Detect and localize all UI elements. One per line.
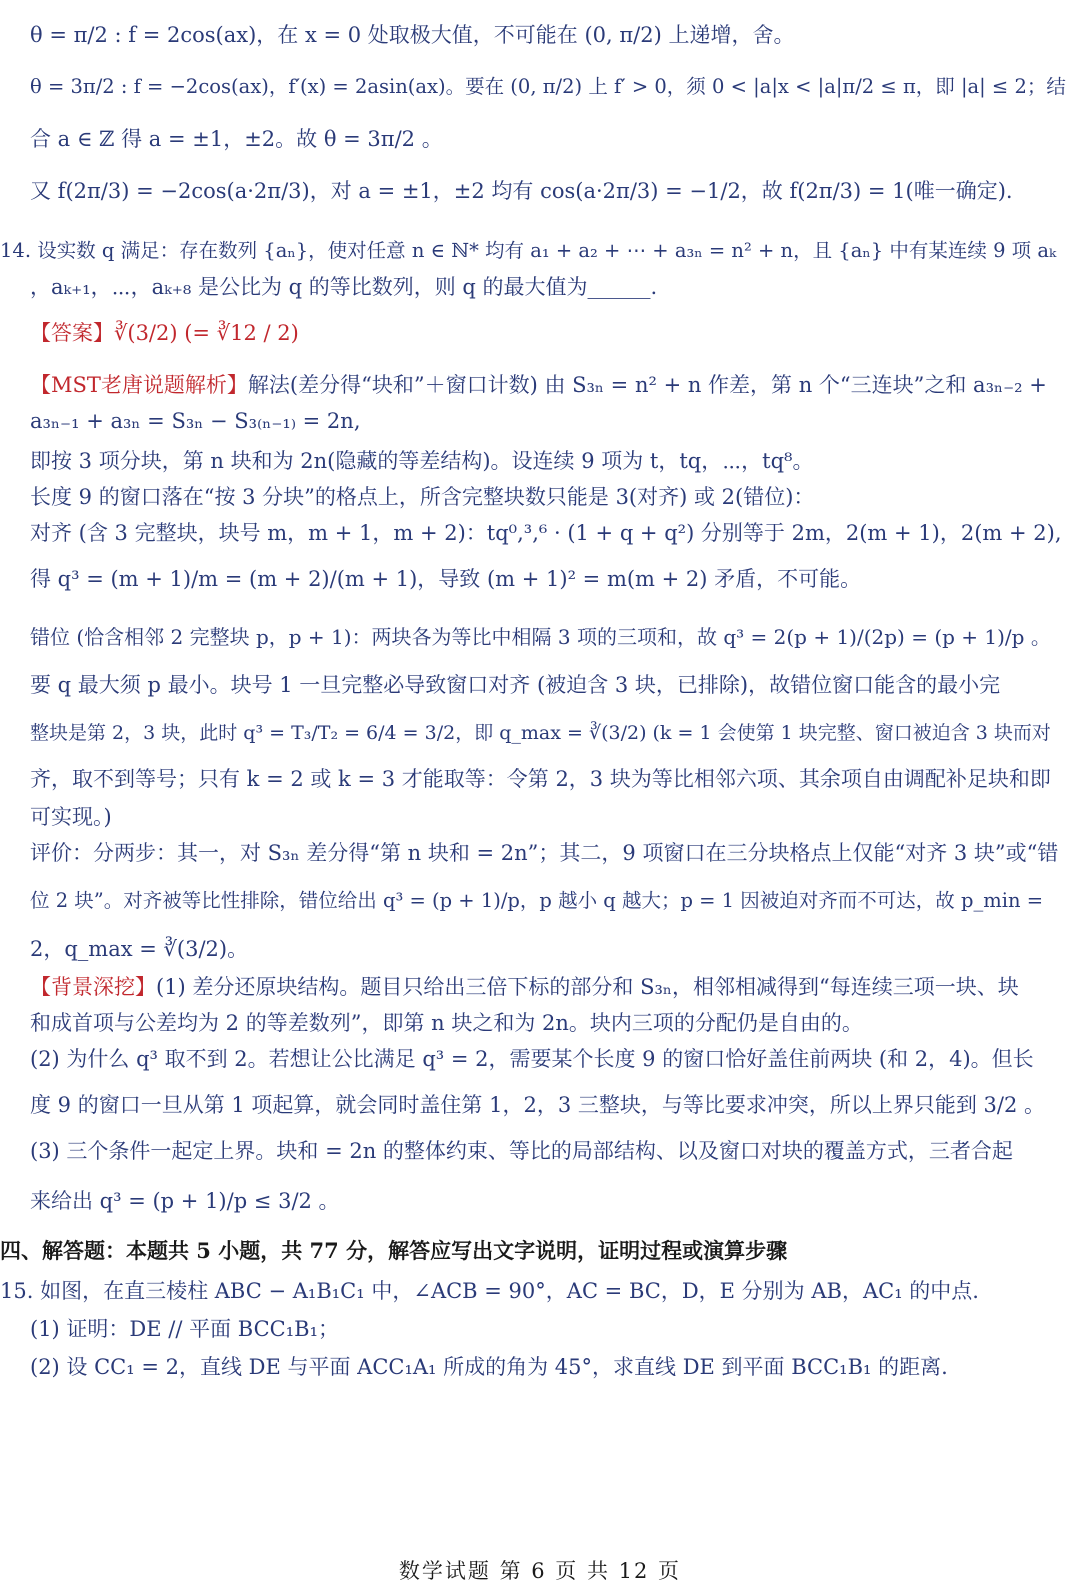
- text-line: 齐，取不到等号；只有 k = 2 或 k = 3 才能取等：令第 2，3 块为等比相邻六项、其余项自由调配补足块和即: [30, 767, 1051, 791]
- text-line: 又 f(2π/3) = −2cos(a·2π/3)，对 a = ±1，±2 均有 cos(a·2π/3) = −1/2，故 f(2π/3) = 1(唯一确定).: [30, 179, 1013, 203]
- text-line: 2，q_max = ∛(3/2)。: [30, 937, 249, 961]
- background-heading-line: [30, 970, 1062, 1004]
- text-line: θ = 3π/2 : f = −2cos(ax)，f′(x) = 2asin(ax)。要在 (0, π/2) 上 f′ > 0，须 0 < |a|x < |a|π/2 ≤ π，即 |a| ≤ 2；结: [30, 75, 1066, 98]
- section-text: 解法(差分得“块和”＋窗口计数) 由 S₃ₙ = n² + n 作差，第 n 个“三连块”之和 a₃ₙ₋₂ +: [247, 373, 1047, 397]
- text-line: 要 q 最大须 p 最小。块号 1 一旦完整必导致窗口对齐 (被迫含 3 块，已排除)，故错位窗口能含的最小完: [30, 673, 1001, 697]
- text-line: 对齐 (含 3 完整块，块号 m，m + 1，m + 2)：tq⁰,³,⁶ · (1 + q + q²) 分别等于 2m，2(m + 1)，2(m + 2),: [30, 521, 1062, 545]
- section-heading: 四、解答题：本题共 5 小题，共 77 分，解答应写出文字说明，证明过程或演算步骤: [0, 1238, 788, 1263]
- text-line: a₃ₙ₋₁ + a₃ₙ = S₃ₙ − S₃₍ₙ₋₁₎ = 2n,: [30, 409, 361, 433]
- text-line: 位 2 块”。对齐被等比性排除，错位给出 q³ = (p + 1)/p，p 越小 q 越大；p = 1 因被迫对齐而不可达，故 p_min =: [30, 889, 1044, 912]
- text-line: 来给出 q³ = (p + 1)/p ≤ 3/2 。: [30, 1189, 340, 1213]
- question-15-part-2: (2) 设 CC₁ = 2，直线 DE 与平面 ACC₁A₁ 所成的角为 45°，求直线 DE 到平面 BCC₁B₁ 的距离.: [30, 1355, 948, 1379]
- question-14-stem: 14. 设实数 q 满足：存在数列 {aₙ}，使对任意 n ∈ ℕ* 均有 a₁ + a₂ + ⋯ + a₃ₙ = n² + n，且 {aₙ} 中有某连续 9 项 aₖ: [0, 239, 1057, 262]
- page-footer: 数学试题 第 6 页 共 12 页: [398, 1559, 682, 1583]
- section-tag: 【MST老唐说题解析】: [30, 373, 248, 397]
- text-line: 整块是第 2，3 块，此时 q³ = T₃/T₂ = 6/4 = 3/2，即 q_max = ∛(3/2) (k = 1 会使第 1 块完整、窗口被迫含 3 块而对: [30, 722, 1051, 744]
- text-line: 得 q³ = (m + 1)/m = (m + 2)/(m + 1)，导致 (m + 1)² = m(m + 2) 矛盾，不可能。: [30, 567, 862, 591]
- text-line: 长度 9 的窗口落在“按 3 分块”的格点上，所含完整块数只能是 3(对齐) 或 2(错位)：: [30, 485, 815, 509]
- text-line: 度 9 的窗口一旦从第 1 项起算，就会同时盖住第 1，2，3 三整块，与等比要求冲突，所以上界只能到 3/2 。: [30, 1093, 1045, 1117]
- text-line: θ = π/2 : f = 2cos(ax)，在 x = 0 处取极大值，不可能在 (0, π/2) 上递增，舍。: [30, 23, 795, 47]
- text-line: 错位 (恰含相邻 2 完整块 p，p + 1)：两块各为等比中相隔 3 项的三项和，故 q³ = 2(p + 1)/(2p) = (p + 1)/p 。: [30, 625, 1051, 649]
- question-15-part-1: (1) 证明：DE // 平面 BCC₁B₁；: [30, 1317, 339, 1341]
- evaluation-line: 评价：分两步：其一，对 S₃ₙ 差分得“第 n 块和 = 2n”；其二，9 项窗口在三分块格点上仅能“对齐 3 块”或“错: [30, 841, 1059, 865]
- question-15-stem: 15. 如图，在直三棱柱 ABC − A₁B₁C₁ 中，∠ACB = 90°，AC = BC，D，E 分别为 AB，AC₁ 的中点.: [0, 1279, 979, 1303]
- text-line: 即按 3 项分块，第 n 块和为 2n(隐藏的等差结构)。设连续 9 项为 t，tq，⋯，tq⁸。: [30, 449, 814, 473]
- text-line: 合 a ∈ ℤ 得 a = ±1，±2。故 θ = 3π/2 。: [30, 127, 443, 151]
- text-line: 可实现。): [30, 805, 112, 829]
- text-line: 和成首项与公差均为 2 的等差数列”，即第 n 块之和为 2n。块内三项的分配仍是自由的。: [30, 1011, 863, 1035]
- text-line: (3) 三个条件一起定上界。块和 = 2n 的整体约束、等比的局部结构、以及窗口对块的覆盖方式，三者合起: [30, 1139, 1013, 1163]
- question-14-stem-cont: ，aₖ₊₁，⋯，aₖ₊₈ 是公比为 q 的等比数列，则 q 的最大值为______.: [30, 275, 658, 299]
- answer-line: 【答案】∛(3/2) (= ∛12 / 2): [30, 321, 299, 345]
- section-text: (1) 差分还原块结构。题目只给出三倍下标的部分和 S₃ₙ，相邻相减得到“每连续三项一块、块: [156, 975, 1019, 999]
- text-line: (2) 为什么 q³ 取不到 2。若想让公比满足 q³ = 2，需要某个长度 9 的窗口恰好盖住前两块 (和 2，4)。但长: [30, 1047, 1034, 1071]
- analysis-heading-line: [30, 368, 1062, 402]
- section-tag: 【背景深挖】: [30, 975, 156, 999]
